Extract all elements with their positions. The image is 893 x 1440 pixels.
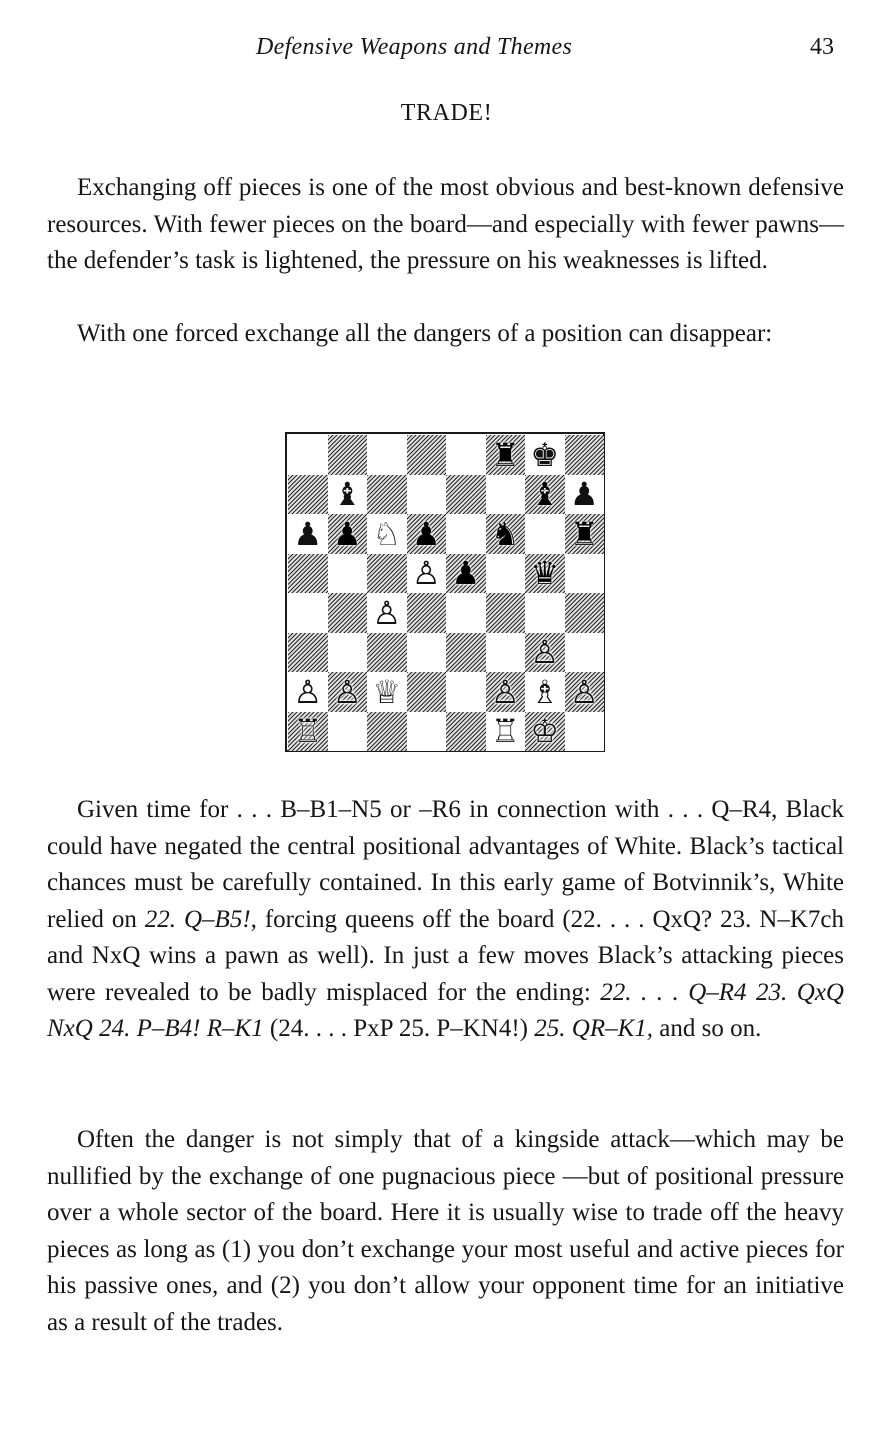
chess-piece-a2: ♙ — [293, 672, 323, 711]
square-a1 — [288, 712, 328, 752]
chess-piece-g5: ♛ — [530, 554, 560, 593]
square-a7 — [288, 475, 328, 515]
square-f1 — [486, 712, 526, 752]
chess-piece-f8: ♜ — [490, 435, 520, 474]
section-heading: TRADE! — [400, 100, 493, 126]
square-h4 — [565, 593, 605, 633]
paragraph-lead-in — [47, 316, 844, 353]
square-c1 — [367, 712, 407, 752]
square-f2 — [486, 672, 526, 712]
square-h5 — [565, 554, 605, 594]
square-c5 — [367, 554, 407, 594]
square-e6 — [446, 514, 486, 554]
analysis-main-line: 22. . . . Q–R4 23. QxQ NxQ 24. P–B4! R–K1 — [47, 978, 844, 1042]
square-d8 — [407, 435, 447, 475]
analysis-text-c: forcing queens off the board (22. . . . QxQ? 23. N–K7ch and NxQ wins a pawn as well). In just a few moves Black’s attacking pieces were revealed to be badly misplaced for the ending: — [47, 905, 844, 1006]
square-h8 — [565, 435, 605, 475]
page-number: 43 — [810, 34, 834, 60]
chess-piece-f6: ♞ — [490, 514, 520, 553]
square-c7 — [367, 475, 407, 515]
square-d6 — [407, 514, 447, 554]
square-e4 — [446, 593, 486, 633]
square-d4 — [407, 593, 447, 633]
square-h3 — [565, 633, 605, 673]
square-b2 — [328, 672, 368, 712]
chess-piece-b2: ♙ — [332, 672, 362, 711]
square-g1 — [525, 712, 565, 752]
square-a6 — [288, 514, 328, 554]
square-a4 — [288, 593, 328, 633]
square-g7 — [525, 475, 565, 515]
analysis-move-25: 25. QR–K1, — [534, 1015, 654, 1042]
analysis-sideline: (24. . . . PxP 25. P–KN4!) — [263, 1015, 535, 1042]
chess-piece-g2: ♗ — [530, 672, 560, 711]
chess-piece-c6: ♘ — [372, 514, 402, 553]
square-b8 — [328, 435, 368, 475]
running-head — [0, 30, 893, 70]
square-c8 — [367, 435, 407, 475]
square-g8 — [525, 435, 565, 475]
chess-diagram — [285, 432, 605, 752]
chess-piece-a6: ♟ — [293, 514, 323, 553]
chess-piece-d6: ♟ — [411, 514, 441, 553]
square-h7 — [565, 475, 605, 515]
square-e5 — [446, 554, 486, 594]
square-c3 — [367, 633, 407, 673]
chess-piece-c2: ♕ — [372, 672, 402, 711]
paragraph-intro — [47, 170, 844, 280]
chess-piece-g1: ♔ — [530, 712, 560, 751]
square-b6 — [328, 514, 368, 554]
square-f6 — [486, 514, 526, 554]
square-h1 — [565, 712, 605, 752]
square-f5 — [486, 554, 526, 594]
running-title: Defensive Weapons and Themes — [256, 34, 573, 60]
square-g6 — [525, 514, 565, 554]
square-e8 — [446, 435, 486, 475]
chess-piece-h2: ♙ — [569, 672, 599, 711]
square-a2 — [288, 672, 328, 712]
chess-piece-f1: ♖ — [490, 712, 520, 751]
paragraph-conclusion — [47, 1122, 844, 1341]
chess-board — [288, 435, 604, 751]
chess-piece-d5: ♙ — [411, 554, 441, 593]
square-d7 — [407, 475, 447, 515]
square-a3 — [288, 633, 328, 673]
square-f3 — [486, 633, 526, 673]
square-b1 — [328, 712, 368, 752]
square-c4 — [367, 593, 407, 633]
chess-piece-f2: ♙ — [490, 672, 520, 711]
square-f8 — [486, 435, 526, 475]
chess-piece-b7: ♝ — [332, 475, 362, 514]
square-g2 — [525, 672, 565, 712]
square-h2 — [565, 672, 605, 712]
square-g5 — [525, 554, 565, 594]
square-b5 — [328, 554, 368, 594]
chess-piece-g3: ♙ — [530, 633, 560, 672]
chess-piece-h7: ♟ — [569, 475, 599, 514]
chess-piece-h6: ♜ — [569, 514, 599, 553]
square-a8 — [288, 435, 328, 475]
square-c6 — [367, 514, 407, 554]
square-b7 — [328, 475, 368, 515]
square-g4 — [525, 593, 565, 633]
paragraph-lead-in-text: With one forced exchange all the dangers of a position can disappear: — [77, 320, 773, 347]
square-f4 — [486, 593, 526, 633]
analysis-text-a: Given time for . . . B–B1–N5 or –R6 in connection with . . . Q–R4, Black could have negated the central positional advantages of White. Black’s tactical chances must be carefully contained. In this early game of Botvinnik’s, White relied on — [47, 796, 844, 933]
analysis-move-22: 22. Q–B5!, — [144, 905, 257, 933]
square-e2 — [446, 672, 486, 712]
square-e3 — [446, 633, 486, 673]
square-f7 — [486, 475, 526, 515]
chess-piece-a1: ♖ — [293, 712, 323, 751]
chess-piece-g8: ♚ — [530, 435, 560, 474]
chess-piece-g7: ♝ — [530, 475, 560, 514]
square-d5 — [407, 554, 447, 594]
paragraph-conclusion-text: Often the danger is not simply that of a kingside attack—which may be nullified by the exchange of one pugnacious piece —but of positional pressure over a whole sector of the board. Here it is usually wise to trade off the heavy pieces as long as (1) you don’t exchange your most useful and active pieces for his passive ones, and (2) you don’t allow your opponent time for an initiative as a result of the trades. — [47, 1126, 844, 1336]
square-d3 — [407, 633, 447, 673]
chess-piece-c4: ♙ — [372, 593, 402, 632]
square-e1 — [446, 712, 486, 752]
square-d1 — [407, 712, 447, 752]
square-e7 — [446, 475, 486, 515]
square-b4 — [328, 593, 368, 633]
paragraph-intro-text: Exchanging off pieces is one of the most obvious and best-known defensive resources. With fewer pieces on the board—and especially with fewer pawns—the defender’s task is lightened, the pressure on his weaknesses is lifted. — [47, 174, 844, 274]
chess-piece-e5: ♟ — [451, 554, 481, 593]
square-g3 — [525, 633, 565, 673]
square-d2 — [407, 672, 447, 712]
square-c2 — [367, 672, 407, 712]
analysis-text-g: and so on. — [653, 1015, 762, 1042]
square-b3 — [328, 633, 368, 673]
paragraph-analysis — [47, 792, 844, 1048]
square-h6 — [565, 514, 605, 554]
square-a5 — [288, 554, 328, 594]
chess-piece-b6: ♟ — [332, 514, 362, 553]
